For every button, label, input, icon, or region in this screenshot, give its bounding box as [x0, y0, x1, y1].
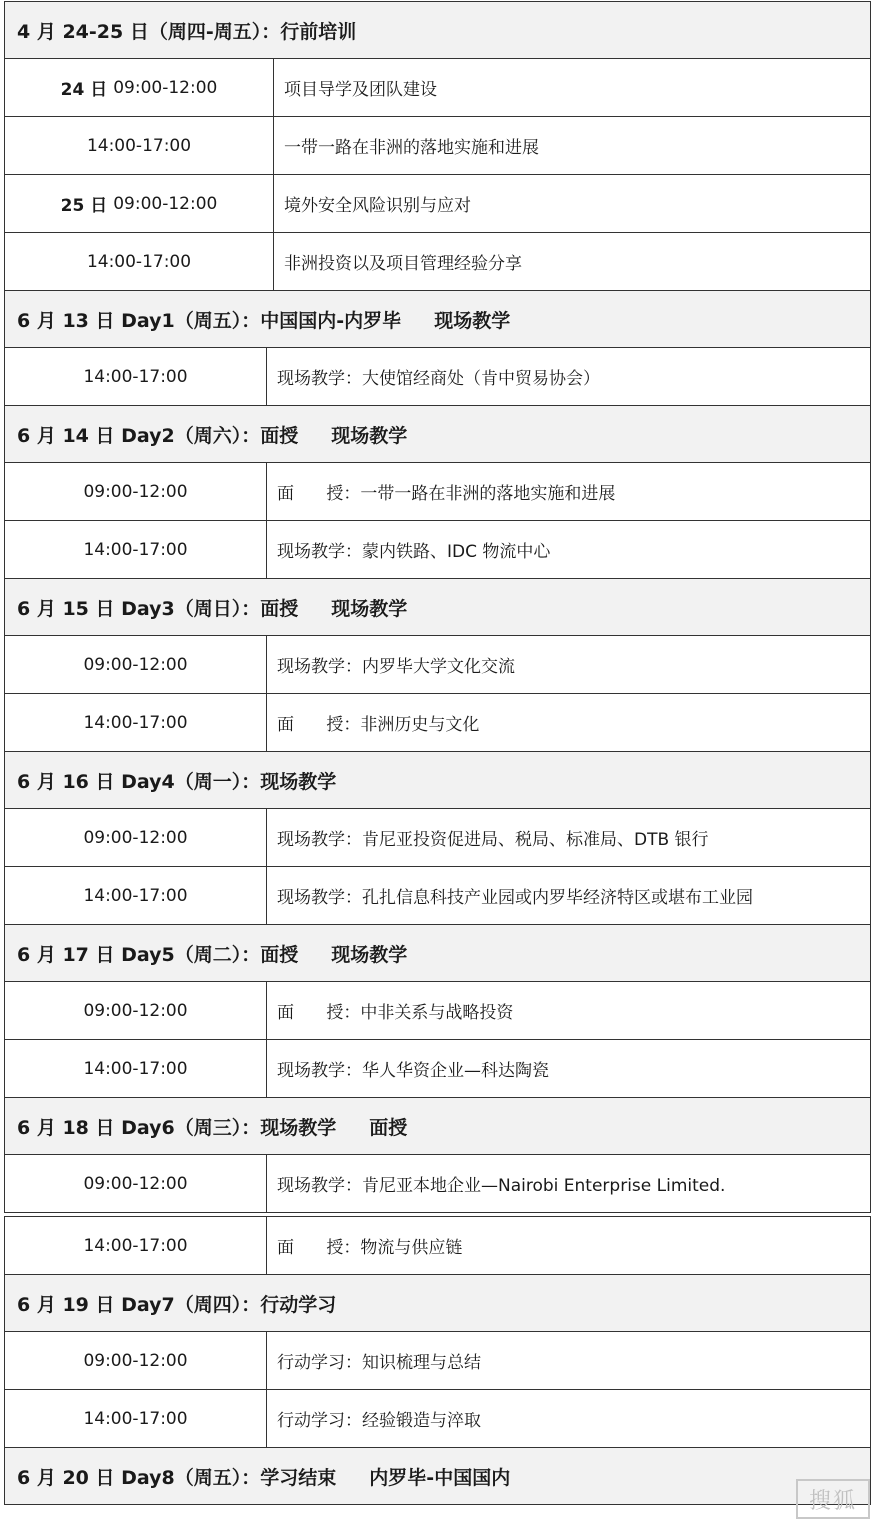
section-header: 6 月 13 日 Day1（周五）：中国国内-内罗毕 现场教学	[4, 290, 871, 348]
time-range: 14:00-17:00	[83, 1058, 188, 1079]
schedule-row	[4, 866, 871, 925]
time-cell	[5, 1217, 267, 1274]
activity-cell: 现场教学：孔扎信息科技产业园或内罗毕经济特区或堪布工业园	[277, 888, 753, 908]
time-cell	[5, 1040, 267, 1097]
schedule-row	[4, 808, 871, 867]
time-cell	[5, 348, 267, 405]
schedule-row	[4, 1154, 871, 1213]
activity-cell: 现场教学：华人华资企业—科达陶瓷	[277, 1061, 549, 1081]
activity-cell: 现场教学：内罗毕大学文化交流	[277, 657, 515, 677]
time-range: 09:00-12:00	[83, 1173, 188, 1194]
time-range: 09:00-12:00	[83, 1000, 188, 1021]
time-cell	[5, 1390, 267, 1447]
schedule-row	[4, 635, 871, 694]
time-cell	[5, 1155, 267, 1212]
activity-cell: 项目导学及团队建设	[284, 80, 437, 100]
schedule-row	[4, 1039, 871, 1098]
time-range: 14:00-17:00	[83, 1235, 188, 1256]
schedule-row	[4, 232, 871, 291]
schedule-row	[4, 116, 871, 175]
schedule-row	[4, 462, 871, 521]
watermark-logo: 搜狐	[796, 1479, 870, 1519]
schedule-row	[4, 520, 871, 579]
time-range: 09:00-12:00	[113, 193, 218, 214]
time-cell	[5, 233, 274, 290]
section-header: 6 月 17 日 Day5（周二）：面授 现场教学	[4, 924, 871, 982]
activity-cell: 面 授：中非关系与战略投资	[277, 1003, 514, 1023]
activity-cell: 非洲投资以及项目管理经验分享	[284, 254, 522, 274]
activity-cell: 现场教学：蒙内铁路、IDC 物流中心	[277, 542, 551, 562]
time-range: 14:00-17:00	[83, 366, 188, 387]
time-range: 14:00-17:00	[83, 885, 188, 906]
time-range: 09:00-12:00	[83, 481, 188, 502]
time-cell	[5, 175, 274, 232]
activity-cell: 面 授：一带一路在非洲的落地实施和进展	[277, 484, 616, 504]
time-range: 14:00-17:00	[83, 712, 188, 733]
schedule-row	[4, 1389, 871, 1448]
section-header: 6 月 15 日 Day3（周日）：面授 现场教学	[4, 578, 871, 636]
schedule-row	[4, 347, 871, 406]
time-cell	[5, 1332, 267, 1389]
schedule-row	[4, 174, 871, 233]
time-range: 14:00-17:00	[83, 1408, 188, 1429]
schedule-row	[4, 1331, 871, 1390]
time-range: 09:00-12:00	[113, 77, 218, 98]
section-header: 4 月 24-25 日（周四-周五）：行前培训	[4, 1, 871, 59]
time-cell	[5, 117, 274, 174]
activity-cell: 面 授：非洲历史与文化	[277, 715, 480, 735]
section-header: 6 月 18 日 Day6（周三）：现场教学 面授	[4, 1097, 871, 1155]
time-cell	[5, 809, 267, 866]
section-header: 6 月 20 日 Day8（周五）：学习结束 内罗毕-中国国内	[4, 1447, 871, 1505]
schedule-row	[4, 981, 871, 1040]
schedule-row	[4, 693, 871, 752]
time-range: 14:00-17:00	[86, 135, 192, 156]
time-range: 09:00-12:00	[83, 1350, 188, 1371]
time-cell	[5, 982, 267, 1039]
activity-cell: 现场教学：肯尼亚本地企业—Nairobi Enterprise Limited.	[277, 1176, 726, 1196]
section-header: 6 月 16 日 Day4（周一）：现场教学	[4, 751, 871, 809]
activity-cell: 境外安全风险识别与应对	[284, 196, 471, 216]
time-range: 14:00-17:00	[83, 539, 188, 560]
time-cell	[5, 636, 267, 693]
section-header: 6 月 19 日 Day7（周四）：行动学习	[4, 1274, 871, 1332]
time-cell	[5, 463, 267, 520]
time-range: 09:00-12:00	[83, 654, 188, 675]
time-cell	[5, 867, 267, 924]
schedule-table	[4, 2, 871, 1505]
time-cell	[5, 694, 267, 751]
activity-cell: 面 授：物流与供应链	[277, 1238, 463, 1258]
time-range: 14:00-17:00	[86, 251, 192, 272]
activity-cell: 现场教学：大使馆经商处（肯中贸易协会）	[277, 369, 600, 389]
time-range: 09:00-12:00	[83, 827, 188, 848]
activity-cell: 现场教学：肯尼亚投资促进局、税局、标准局、DTB 银行	[277, 830, 709, 850]
schedule-row	[4, 1216, 871, 1275]
activity-cell: 行动学习：知识梳理与总结	[277, 1353, 481, 1373]
day-label: 24 日	[60, 80, 108, 100]
day-label: 25 日	[60, 196, 108, 216]
activity-cell: 一带一路在非洲的落地实施和进展	[284, 138, 539, 158]
time-cell	[5, 59, 274, 116]
time-cell	[5, 521, 267, 578]
schedule-row	[4, 58, 871, 117]
activity-cell: 行动学习：经验锻造与淬取	[277, 1411, 481, 1431]
section-header: 6 月 14 日 Day2（周六）：面授 现场教学	[4, 405, 871, 463]
